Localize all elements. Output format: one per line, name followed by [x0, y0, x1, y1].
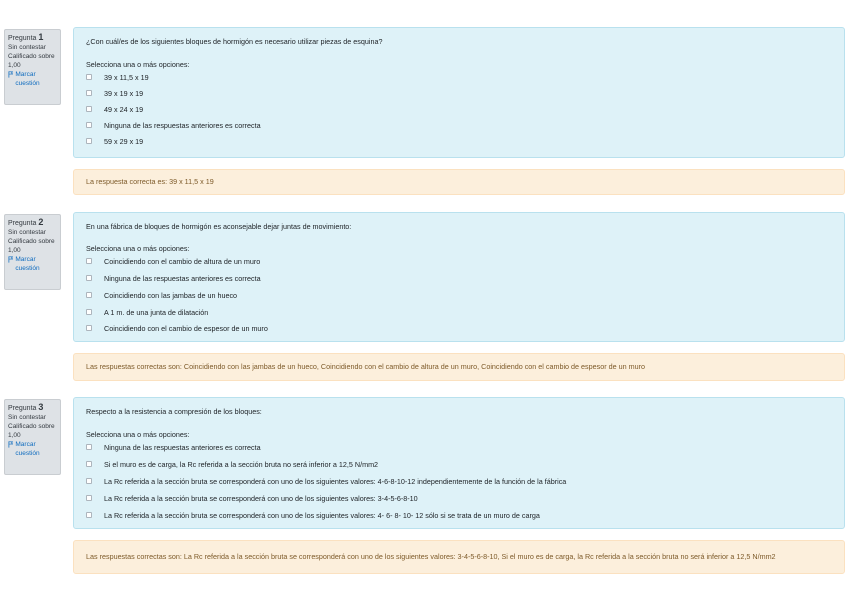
question-content [73, 212, 845, 342]
option-1[interactable]: Ninguna de las respuestas anteriores es correcta [86, 442, 261, 452]
option-4[interactable]: Ninguna de las respuestas anteriores es correcta [86, 120, 261, 130]
question-info [4, 214, 61, 290]
question-info [4, 399, 61, 475]
question-number: Pregunta 3 [8, 402, 44, 412]
question-grade: Calificado sobre 1,00 [8, 238, 55, 254]
option-1[interactable]: 39 x 11,5 x 19 [86, 72, 149, 82]
option-checkbox[interactable] [86, 309, 92, 315]
option-checkbox[interactable] [86, 258, 92, 264]
question-text: Respecto a la resistencia a compresión de los bloques: [86, 407, 262, 416]
option-2[interactable]: Ninguna de las respuestas anteriores es correcta [86, 273, 261, 283]
option-checkbox[interactable] [86, 512, 92, 518]
question-number: Pregunta 1 [8, 32, 44, 42]
option-4[interactable]: La Rc referida a la sección bruta se corresponderá con uno de los siguientes valores: 3-4-5-6-8-10 [86, 493, 418, 503]
option-3[interactable]: 49 x 24 x 19 [86, 104, 143, 114]
flag-question-link[interactable]: Marcar cuestión [8, 70, 57, 88]
option-checkbox[interactable] [86, 495, 92, 501]
flag-question-link[interactable]: Marcar cuestión [8, 440, 57, 458]
option-2[interactable]: Si el muro es de carga, la Rc referida a la sección bruta no será inferior a 12,5 N/mm2 [86, 459, 378, 469]
option-5[interactable]: 59 x 29 x 19 [86, 136, 143, 146]
correct-answer-feedback: Las respuestas correctas son: La Rc referida a la sección bruta se corresponderá con uno de los siguientes valores: 3-4-5-6-8-10, Si el muro es de carga, la Rc referida a la sección bruta no será inferior a 12,5 N/mm2 [73, 540, 845, 574]
question-info [4, 29, 61, 105]
option-3[interactable]: La Rc referida a la sección bruta se corresponderá con uno de los siguientes valores: 4-6-8-10-12 independientemente de la función de la fábrica [86, 476, 566, 486]
answer-prompt: Selecciona una o más opciones: [86, 244, 190, 253]
option-checkbox[interactable] [86, 461, 92, 467]
question-text: En una fábrica de bloques de hormigón es aconsejable dejar juntas de movimiento: [86, 222, 352, 231]
option-5[interactable]: Coincidiendo con el cambio de espesor de un muro [86, 323, 268, 333]
option-checkbox[interactable] [86, 122, 92, 128]
option-5[interactable]: La Rc referida a la sección bruta se corresponderá con uno de los siguientes valores: 4- 6- 8- 10- 12 sólo si se trata de un muro de carga [86, 510, 540, 520]
flag-icon [8, 256, 13, 263]
answer-prompt: Selecciona una o más opciones: [86, 430, 190, 439]
question-status: Sin contestar [8, 414, 46, 421]
question-text: ¿Con cuál/es de los siguientes bloques de hormigón es necesario utilizar piezas de esquina? [86, 37, 383, 46]
option-3[interactable]: Coincidiendo con las jambas de un hueco [86, 290, 237, 300]
question-number: Pregunta 2 [8, 217, 44, 227]
option-checkbox[interactable] [86, 478, 92, 484]
flag-icon [8, 441, 13, 448]
option-1[interactable]: Coincidiendo con el cambio de altura de un muro [86, 256, 260, 266]
flag-question-link[interactable]: Marcar cuestión [8, 255, 57, 273]
option-checkbox[interactable] [86, 90, 92, 96]
option-2[interactable]: 39 x 19 x 19 [86, 88, 143, 98]
question-status: Sin contestar [8, 44, 46, 51]
correct-answer-feedback: La respuesta correcta es: 39 x 11,5 x 19 [73, 169, 845, 195]
option-checkbox[interactable] [86, 292, 92, 298]
answer-prompt: Selecciona una o más opciones: [86, 60, 190, 69]
option-checkbox[interactable] [86, 325, 92, 331]
option-checkbox[interactable] [86, 444, 92, 450]
question-content [73, 27, 845, 158]
correct-answer-feedback: Las respuestas correctas son: Coincidiendo con las jambas de un hueco, Coincidiendo con el cambio de altura de un muro, Coincidiendo con el cambio de espesor de un muro [73, 353, 845, 381]
question-grade: Calificado sobre 1,00 [8, 423, 55, 439]
question-grade: Calificado sobre 1,00 [8, 53, 55, 69]
option-checkbox[interactable] [86, 138, 92, 144]
question-content [73, 397, 845, 529]
option-checkbox[interactable] [86, 275, 92, 281]
option-4[interactable]: A 1 m. de una junta de dilatación [86, 307, 208, 317]
question-status: Sin contestar [8, 229, 46, 236]
option-checkbox[interactable] [86, 74, 92, 80]
option-checkbox[interactable] [86, 106, 92, 112]
flag-icon [8, 71, 13, 78]
